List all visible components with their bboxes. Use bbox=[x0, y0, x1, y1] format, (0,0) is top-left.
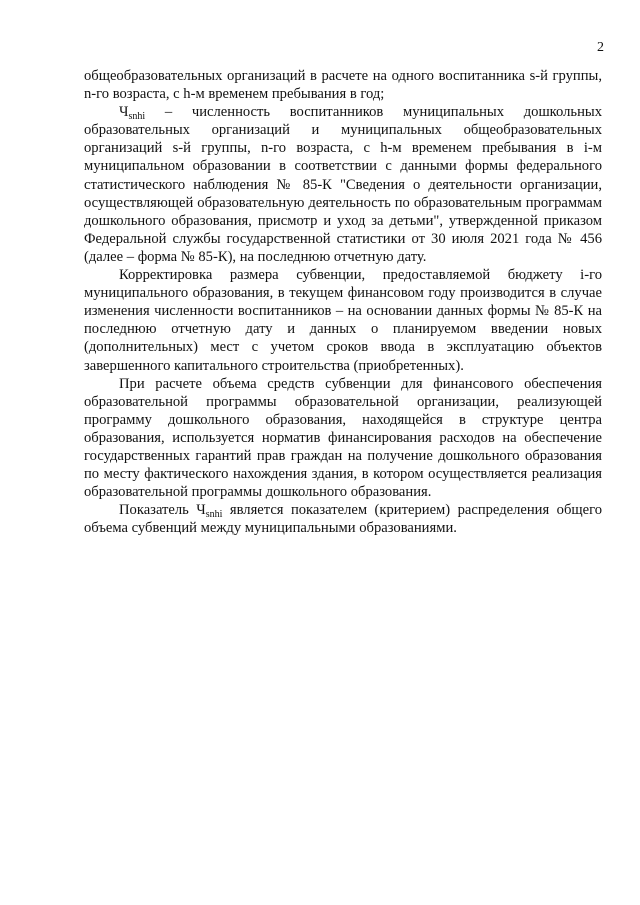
indicator-subscript: snhi bbox=[205, 509, 223, 521]
indicator-symbol: Ч bbox=[196, 502, 206, 519]
paragraph-calculation-norm: При расчете объема средств субвенции для финансового обеспечения образовательной программы образовательной организации, реализующей программу дошкольного образования, находящейся в структуре центра образования, используется норматив финансирования расходов на обеспечение государственных гарантий прав граждан на получение дошкольного образования по месту фактического нахождения здания, в котором осуществляется реализация образовательной программы дошкольного образования. bbox=[84, 375, 602, 501]
paragraph-subvention-adjustment: Корректировка размера субвенции, предоставляемой бюджету i-го муниципального образования, в текущем финансовом году производится в случае изменения численности воспитанников – на основании данных формы № 85-К на последнюю отчетную дату и данных о планируемом введении новых (дополнительных) мест с учетом сроков ввода в эксплуатацию объектов завершенного капитального строительства (приобретенных). bbox=[84, 267, 602, 374]
headcount-definition-text: – численность воспитанников муниципальных дошкольных образовательных организаций и муниципальных общеобразовательных организаций s-й группы, n-го возраста, с h-м временем пребывания в i-м муниципальном образовании в соответствии с данными формы федерального статистического наблюдения № 85-К "Сведения о деятельности организации, осуществляющей образовательную деятельность по образовательным программам дошкольного образования, присмотр и уход за детьми", утвержденной приказом Федеральной службы государственной статистики от 30 июля 2021 года № 456 (далее – форма № 85-К), на последнюю отчетную дату. bbox=[84, 104, 602, 265]
paragraph-continuation: общеобразовательных организаций в расчете на одного воспитанника s-й группы, n-го возраста, с h-м временем пребывания в год; bbox=[84, 68, 602, 103]
paragraph-headcount-definition bbox=[84, 103, 602, 266]
indicator-text: является показателем (критерием) распределения общего объема субвенций между муниципальными образованиями. bbox=[84, 502, 602, 537]
document-body bbox=[84, 67, 602, 537]
indicator-prefix: Показатель bbox=[119, 502, 197, 519]
page-number: 2 bbox=[597, 40, 604, 55]
headcount-subscript: snhi bbox=[128, 111, 146, 123]
paragraph-indicator-criterion bbox=[84, 501, 602, 537]
headcount-symbol: Ч bbox=[119, 104, 129, 121]
